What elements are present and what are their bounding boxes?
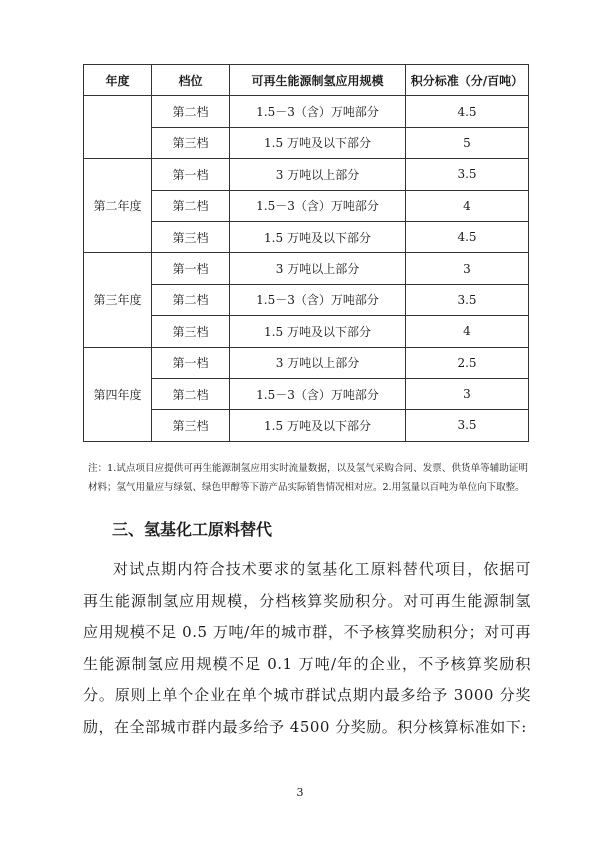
table-header-row: [84, 65, 529, 96]
table-row: [84, 347, 529, 378]
scale-cell: 3 万吨以上部分: [230, 347, 406, 378]
score-cell: 3.5: [406, 159, 529, 190]
scale-cell: 1.5－3（含）万吨部分: [230, 378, 406, 409]
tier-cell: 第三档: [152, 221, 230, 252]
year-cell: 第三年度: [84, 253, 152, 347]
year-cell: 第四年度: [84, 347, 152, 441]
score-cell: 3.5: [406, 410, 529, 441]
tier-cell: 第二档: [152, 378, 230, 409]
section-heading: 三、氢基化工原料替代: [112, 520, 273, 539]
scale-cell: 1.5－3（含）万吨部分: [230, 190, 406, 221]
score-cell: 4.5: [406, 221, 529, 252]
scale-cell: 1.5－3（含）万吨部分: [230, 284, 406, 315]
table-row: [84, 96, 529, 127]
tier-cell: 第三档: [152, 316, 230, 347]
score-cell: 3.5: [406, 284, 529, 315]
score-cell: 2.5: [406, 347, 529, 378]
score-cell: 4.5: [406, 96, 529, 127]
scale-cell: 1.5 万吨及以下部分: [230, 316, 406, 347]
header-score: 积分标准（分/百吨）: [406, 65, 529, 96]
scale-cell: 1.5 万吨及以下部分: [230, 127, 406, 158]
tier-cell: 第三档: [152, 410, 230, 441]
scale-cell: 1.5 万吨及以下部分: [230, 221, 406, 252]
tier-cell: 第二档: [152, 284, 230, 315]
tier-cell: 第三档: [152, 127, 230, 158]
tier-cell: 第一档: [152, 159, 230, 190]
year-cell: [84, 96, 152, 159]
score-cell: 3: [406, 378, 529, 409]
tier-cell: 第一档: [152, 253, 230, 284]
header-year: 年度: [84, 65, 152, 96]
score-table: [83, 64, 529, 442]
table-row: [84, 253, 529, 284]
tier-cell: 第二档: [152, 96, 230, 127]
tier-cell: 第二档: [152, 190, 230, 221]
page-number: 3: [296, 786, 304, 799]
score-cell: 3: [406, 253, 529, 284]
score-cell: 4: [406, 316, 529, 347]
tier-cell: 第一档: [152, 347, 230, 378]
year-cell: 第二年度: [84, 159, 152, 253]
body-paragraph: 对试点期内符合技术要求的氢基化工原料替代项目，依据可再生能源制氢应用规模，分档核算奖励积分。对可再生能源制氢应用规模不足 0.5 万吨/年的城市群，不予核算奖励积分；对可再生能源制氢应用规模不足 0.1 万吨/年的企业，不予核算奖励积分。原则上单个企业在单个城市群试点期内最多给予 3000 分奖励，在全部城市群内最多给予 4500 分奖励。积分核算标准如下:: [83, 560, 531, 736]
scale-cell: 3 万吨以上部分: [230, 253, 406, 284]
scale-cell: 1.5 万吨及以下部分: [230, 410, 406, 441]
score-cell: 5: [406, 127, 529, 158]
header-tier: 档位: [152, 65, 230, 96]
header-scale: 可再生能源制氢应用规模: [230, 65, 406, 96]
score-cell: 4: [406, 190, 529, 221]
table-row: [84, 159, 529, 190]
scale-cell: 1.5－3（含）万吨部分: [230, 96, 406, 127]
scale-cell: 3 万吨以上部分: [230, 159, 406, 190]
table-footnote: 注：1.试点项目应提供可再生能源制氢应用实时流量数据，以及氢气采购合同、发票、供货单等辅助证明材料；氢气用量应与绿氨、绿色甲醇等下游产品实际销售情况相对应。2.用氢量以百吨为单位向下取整。: [88, 463, 528, 493]
